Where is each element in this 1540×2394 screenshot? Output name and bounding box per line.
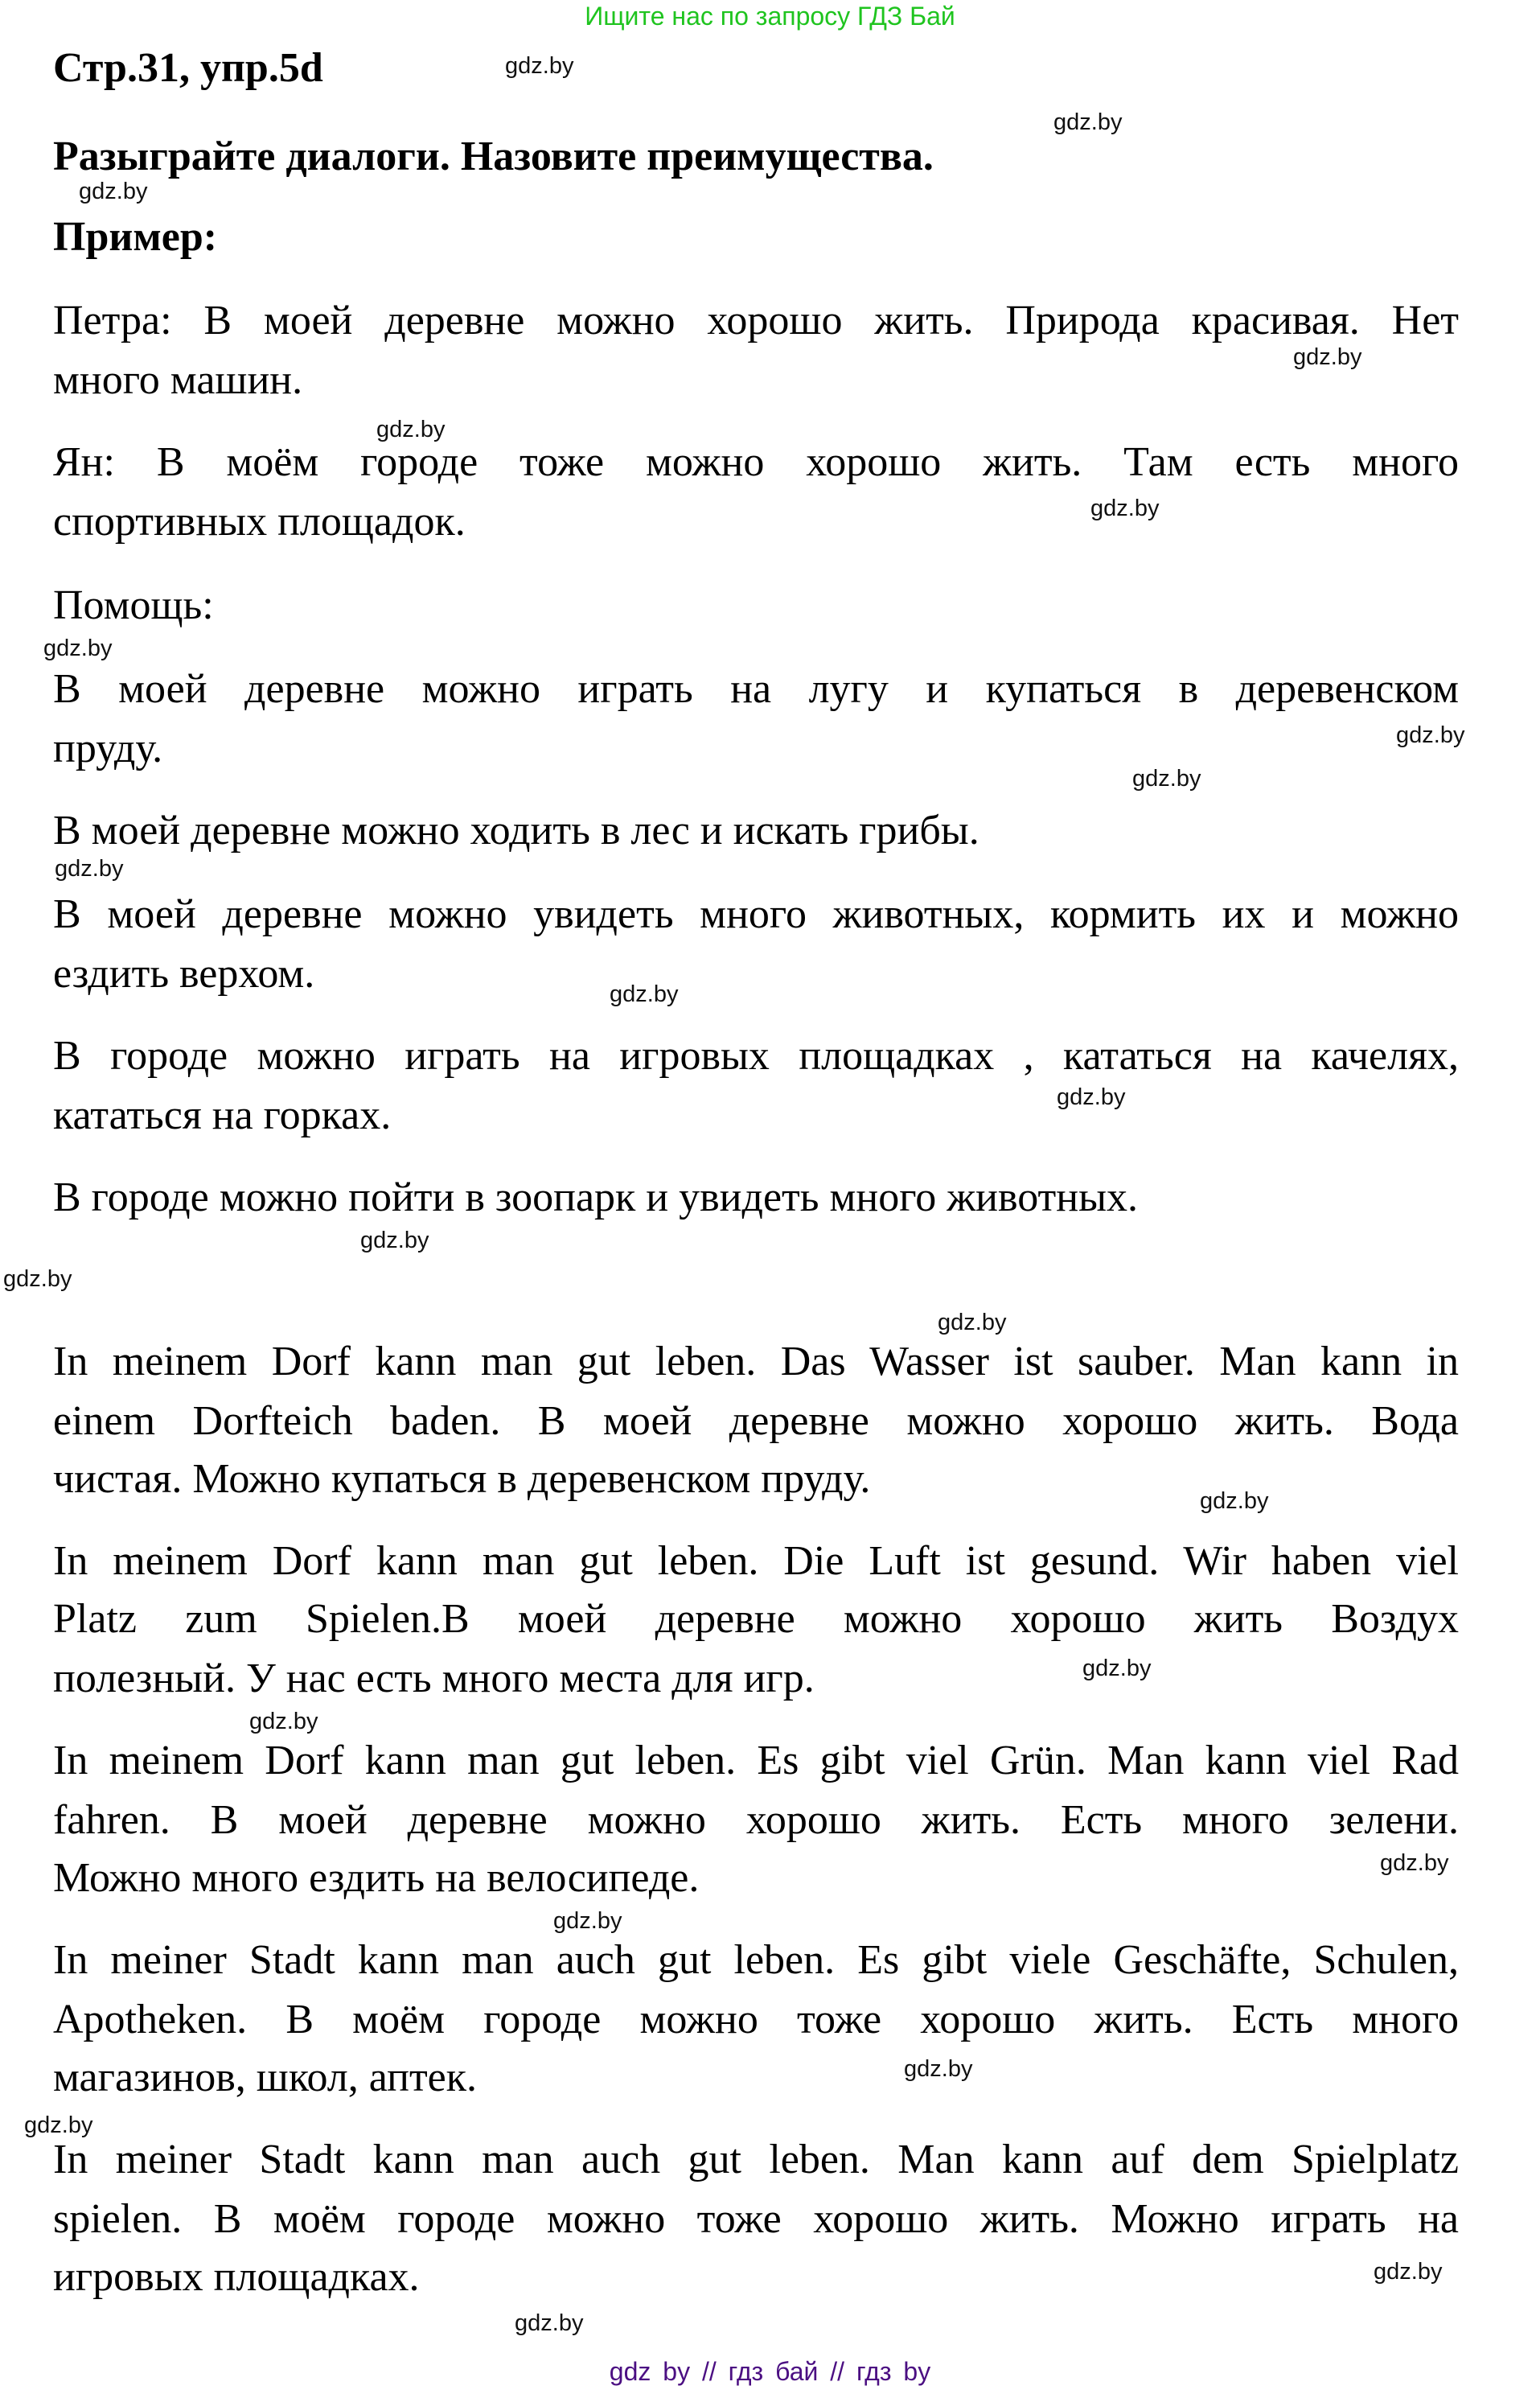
help-label: Помощь: (53, 582, 214, 628)
text-line: кататься на горках. (53, 1092, 392, 1138)
text-line: много машин. (53, 357, 303, 403)
watermark-gdz: gdz.by (1200, 1488, 1269, 1514)
text-line: полезный. У нас есть много места для игр. (53, 1656, 815, 1701)
text-line: спортивных площадок. (53, 499, 466, 545)
watermark-gdz: gdz.by (55, 856, 124, 882)
watermark-gdz: gdz.by (43, 636, 113, 661)
watermark-gdz: gdz.by (1374, 2259, 1443, 2285)
watermark-gdz: gdz.by (1082, 1656, 1152, 1681)
text-line: Platz zum Spielen.В моей деревне можно хорошо жить Воздух (53, 1596, 1459, 1642)
text-line: In meinem Dorf kann man gut leben. Es gibt viel Grün. Man kann viel Rad (53, 1738, 1459, 1783)
text-line: In meinem Dorf kann man gut leben. Das Wasser ist sauber. Man kann in (53, 1339, 1459, 1384)
watermark-gdz: gdz.by (1396, 722, 1465, 748)
watermark-gdz: gdz.by (1057, 1084, 1126, 1110)
watermark-gdz: gdz.by (360, 1228, 429, 1253)
watermark-gdz: gdz.by (553, 1908, 622, 1934)
text-line: В городе можно пойти в зоопарк и увидеть много животных. (53, 1174, 1139, 1220)
watermark-top-banner: Ищите нас по запросу ГДЗ Бай (585, 2, 955, 31)
text-line: In meiner Stadt kann man auch gut leben. Es gibt viele Geschäfte, Schulen, (53, 1937, 1459, 1983)
text-line: spielen. В моём городе можно тоже хорошо жить. Можно играть на (53, 2196, 1459, 2242)
task-instruction: Разыграйте диалоги. Назовите преимущества. (53, 134, 934, 179)
watermark-gdz: gdz.by (1090, 496, 1160, 521)
text-line: В городе можно играть на игровых площадках , кататься на качелях, (53, 1033, 1459, 1079)
text-line: Петра: В моей деревне можно хорошо жить. Природа красивая. Нет (53, 298, 1459, 343)
watermark-gdz: gdz.by (1293, 344, 1362, 370)
text-line: В моей деревне можно ходить в лес и искать грибы. (53, 808, 979, 854)
text-line: пруду. (53, 726, 163, 771)
text-line: магазинов, школ, аптек. (53, 2055, 478, 2100)
text-line: fahren. В моей деревне можно хорошо жить. Есть много зелени. (53, 1797, 1459, 1843)
watermark-gdz: gdz.by (515, 2310, 584, 2336)
text-line: Apotheken. В моём городе можно тоже хорошо жить. Есть много (53, 1997, 1459, 2042)
text-line: Можно много ездить на велосипеде. (53, 1855, 700, 1901)
text-line: В моей деревне можно увидеть много животных, кормить их и можно (53, 891, 1459, 937)
watermark-gdz: gdz.by (3, 1266, 72, 1292)
text-line: einem Dorfteich baden. В моей деревне можно хорошо жить. Вода (53, 1398, 1459, 1444)
text-line: In meiner Stadt kann man auch gut leben. Man kann auf dem Spielplatz (53, 2137, 1459, 2182)
text-line: In meinem Dorf kann man gut leben. Die Luft ist gesund. Wir haben viel (53, 1538, 1459, 1584)
watermark-gdz: gdz.by (249, 1709, 318, 1734)
watermark-gdz: gdz.by (505, 53, 574, 79)
watermark-gdz: gdz.by (1380, 1850, 1449, 1876)
text-line: ездить верхом. (53, 951, 315, 997)
watermark-gdz: gdz.by (904, 2056, 973, 2082)
text-line: чистая. Можно купаться в деревенском пруду. (53, 1456, 871, 1502)
text-line: Ян: В моём городе тоже можно хорошо жить. Там есть много (53, 439, 1459, 485)
text-line: игровых площадках. (53, 2254, 420, 2300)
example-label: Пример: (53, 214, 218, 260)
watermark-gdz: gdz.by (610, 981, 679, 1007)
watermark-gdz: gdz.by (1132, 766, 1201, 792)
watermark-gdz: gdz.by (376, 417, 446, 442)
exercise-heading: Стр.31, упр.5d (53, 45, 323, 91)
watermark-gdz: gdz.by (24, 2112, 93, 2138)
watermark-gdz: gdz.by (1053, 109, 1123, 135)
watermark-bottom-banner: gdz by // гдз бай // гдз by (609, 2357, 931, 2386)
watermark-gdz: gdz.by (79, 179, 148, 204)
watermark-gdz: gdz.by (938, 1310, 1007, 1335)
text-line: В моей деревне можно играть на лугу и купаться в деревенском (53, 666, 1459, 712)
